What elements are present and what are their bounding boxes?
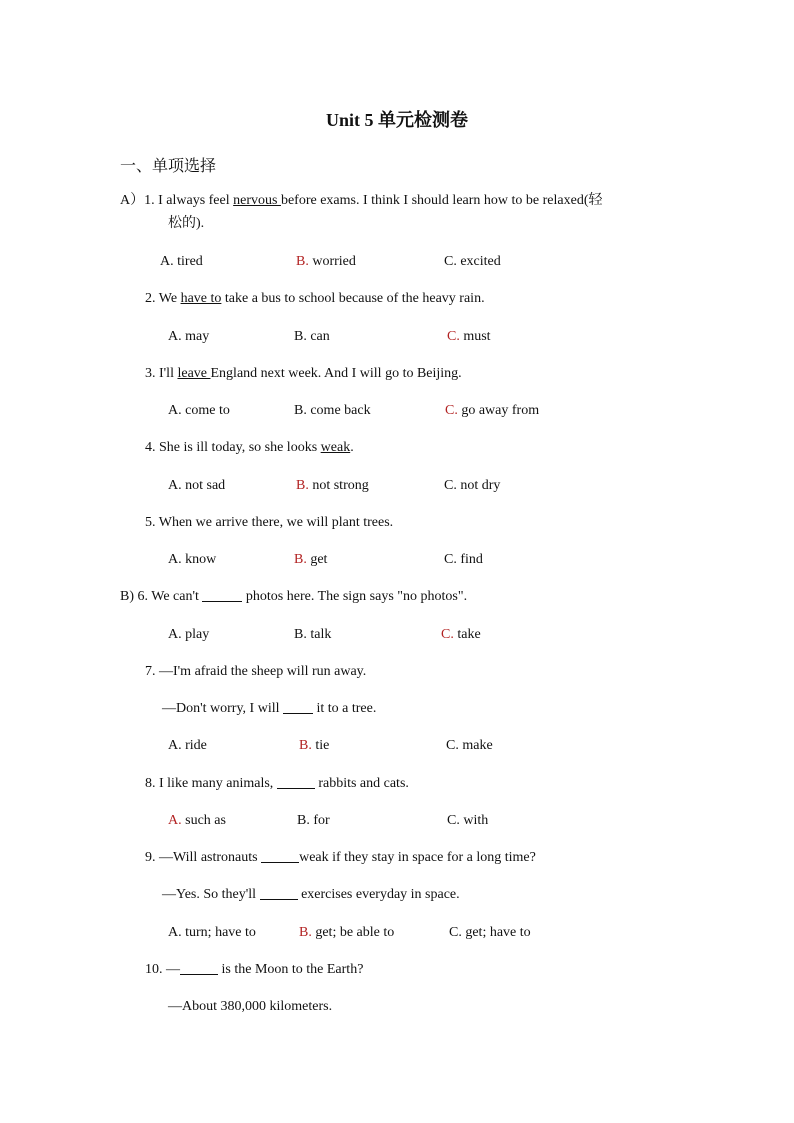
option-text: must xyxy=(459,329,491,344)
q6-option-c[interactable] xyxy=(441,625,481,645)
option-letter: C. xyxy=(444,552,457,567)
option-text: worried xyxy=(308,254,356,269)
q2-underlined: have to xyxy=(180,291,222,306)
option-text: get; have to xyxy=(461,925,531,940)
option-letter: A. xyxy=(168,552,182,567)
q7-reply-prefix: —Don't worry, I will xyxy=(162,701,283,716)
q2-option-a[interactable] xyxy=(168,327,209,347)
q4-underlined: weak xyxy=(320,440,351,455)
q8-option-a[interactable] xyxy=(168,811,226,831)
q1-prefix: A）1. I always feel xyxy=(120,193,234,208)
q5-option-c[interactable] xyxy=(444,550,483,570)
q3-option-b[interactable] xyxy=(294,401,371,421)
q7-reply-rest: it to a tree. xyxy=(313,701,377,716)
q4-option-c[interactable] xyxy=(444,476,500,496)
option-text: ride xyxy=(181,738,207,753)
option-text: get; be able to xyxy=(311,925,395,940)
q6-option-a[interactable] xyxy=(168,625,209,645)
q9-option-c[interactable] xyxy=(449,923,531,943)
q3-option-c[interactable] xyxy=(445,401,539,421)
q4-option-a[interactable] xyxy=(168,476,225,496)
q3-underlined: leave xyxy=(177,366,211,381)
option-text: know xyxy=(181,552,217,567)
q2-rest: take a bus to school because of the heavy rain. xyxy=(221,291,485,306)
q4-prefix: 4. She is ill today, so she looks xyxy=(145,440,321,455)
option-letter: B. xyxy=(294,552,307,567)
question-7-reply xyxy=(162,699,376,719)
option-text: not dry xyxy=(456,478,501,493)
q9-reply-prefix: —Yes. So they'll xyxy=(162,887,260,902)
option-text: go away from xyxy=(457,403,540,418)
question-8-stem xyxy=(145,774,409,794)
answer-blank[interactable] xyxy=(180,960,218,975)
option-letter: C. xyxy=(445,403,458,418)
question-3-stem xyxy=(145,364,462,384)
option-letter: A. xyxy=(168,329,182,344)
question-5-stem: 5. When we arrive there, we will plant trees. xyxy=(145,515,394,530)
option-text: may xyxy=(181,329,210,344)
q7-option-c[interactable] xyxy=(446,736,493,756)
q10-rest: is the Moon to the Earth? xyxy=(218,962,364,977)
q9-option-b[interactable] xyxy=(299,923,394,943)
option-text: tie xyxy=(311,738,330,753)
q8-prefix: 8. I like many animals, xyxy=(145,776,277,791)
option-letter: C. xyxy=(444,478,457,493)
answer-blank[interactable] xyxy=(202,587,242,602)
q1-rest: before exams. I think I should learn how to be relaxed(轻 xyxy=(280,193,603,208)
option-letter: B. xyxy=(294,329,307,344)
option-letter: B. xyxy=(296,254,309,269)
question-1-continuation: 松的). xyxy=(168,216,205,231)
q1-option-a[interactable] xyxy=(160,252,203,272)
section-heading: 一、单项选择 xyxy=(120,158,217,175)
q9-option-a[interactable] xyxy=(168,923,256,943)
option-letter: A. xyxy=(160,254,174,269)
q5-option-a[interactable] xyxy=(168,550,216,570)
option-text: talk xyxy=(306,627,332,642)
option-text: get xyxy=(306,552,328,567)
q1-option-b[interactable] xyxy=(296,252,356,272)
option-text: take xyxy=(453,627,481,642)
q5-option-b[interactable] xyxy=(294,550,327,570)
q2-prefix: 2. We xyxy=(145,291,181,306)
q8-rest: rabbits and cats. xyxy=(314,776,409,791)
option-letter: B. xyxy=(299,738,312,753)
answer-blank[interactable] xyxy=(260,885,298,900)
q6-rest: photos here. The sign says "no photos". xyxy=(242,589,468,604)
option-letter: B. xyxy=(296,478,309,493)
option-text: find xyxy=(456,552,483,567)
answer-blank[interactable] xyxy=(261,848,299,863)
q7-option-b[interactable] xyxy=(299,736,329,756)
q4-rest: . xyxy=(350,440,354,455)
question-7-stem: 7. —I'm afraid the sheep will run away. xyxy=(145,664,367,679)
option-text: not sad xyxy=(181,478,226,493)
option-text: come to xyxy=(181,403,230,418)
q1-underlined: nervous xyxy=(233,193,281,208)
option-text: play xyxy=(181,627,210,642)
option-text: not strong xyxy=(308,478,369,493)
option-letter: B. xyxy=(294,403,307,418)
q3-rest: England next week. And I will go to Beijing. xyxy=(210,366,462,381)
question-6-stem xyxy=(120,587,467,607)
option-letter: C. xyxy=(441,627,454,642)
option-letter: B. xyxy=(294,627,307,642)
question-9-stem xyxy=(145,848,536,868)
q10-prefix: 10. — xyxy=(145,962,180,977)
option-text: for xyxy=(309,813,330,828)
question-4-stem xyxy=(145,438,354,458)
option-letter: A. xyxy=(168,478,182,493)
q2-option-b[interactable] xyxy=(294,327,330,347)
q9-rest: weak if they stay in space for a long time? xyxy=(299,850,536,865)
answer-blank[interactable] xyxy=(283,699,313,714)
option-text: come back xyxy=(306,403,371,418)
question-2-stem xyxy=(145,289,485,309)
question-10-stem xyxy=(145,960,363,980)
option-letter: A. xyxy=(168,925,182,940)
q8-option-b[interactable] xyxy=(297,811,330,831)
q6-option-b[interactable] xyxy=(294,625,331,645)
option-text: excited xyxy=(456,254,501,269)
option-text: turn; have to xyxy=(181,925,256,940)
option-text: make xyxy=(458,738,493,753)
q8-option-c[interactable] xyxy=(447,811,488,831)
option-letter: C. xyxy=(444,254,457,269)
option-letter: A. xyxy=(168,403,182,418)
q7-option-a[interactable] xyxy=(168,736,207,756)
q9-reply-rest: exercises everyday in space. xyxy=(297,887,460,902)
option-text: with xyxy=(459,813,489,828)
q9-prefix: 9. —Will astronauts xyxy=(145,850,262,865)
option-letter: C. xyxy=(447,329,460,344)
option-text: tired xyxy=(173,254,203,269)
option-text: such as xyxy=(181,813,226,828)
q1-option-c[interactable] xyxy=(444,252,501,272)
q3-option-a[interactable] xyxy=(168,401,230,421)
option-text: can xyxy=(306,329,330,344)
page-title: Unit 5 单元检测卷 xyxy=(325,110,468,130)
option-letter: C. xyxy=(449,925,462,940)
option-letter: A. xyxy=(168,813,182,828)
option-letter: B. xyxy=(297,813,310,828)
q4-option-b[interactable] xyxy=(296,476,369,496)
q6-prefix: B) 6. We can't xyxy=(120,589,203,604)
answer-blank[interactable] xyxy=(277,774,315,789)
q3-prefix: 3. I'll xyxy=(145,366,178,381)
question-1-stem xyxy=(120,191,602,211)
option-letter: A. xyxy=(168,738,182,753)
option-letter: C. xyxy=(446,738,459,753)
q2-option-c[interactable] xyxy=(447,327,491,347)
option-letter: C. xyxy=(447,813,460,828)
question-10-reply: —About 380,000 kilometers. xyxy=(168,999,333,1014)
option-letter: A. xyxy=(168,627,182,642)
question-9-reply xyxy=(162,885,460,905)
option-letter: B. xyxy=(299,925,312,940)
